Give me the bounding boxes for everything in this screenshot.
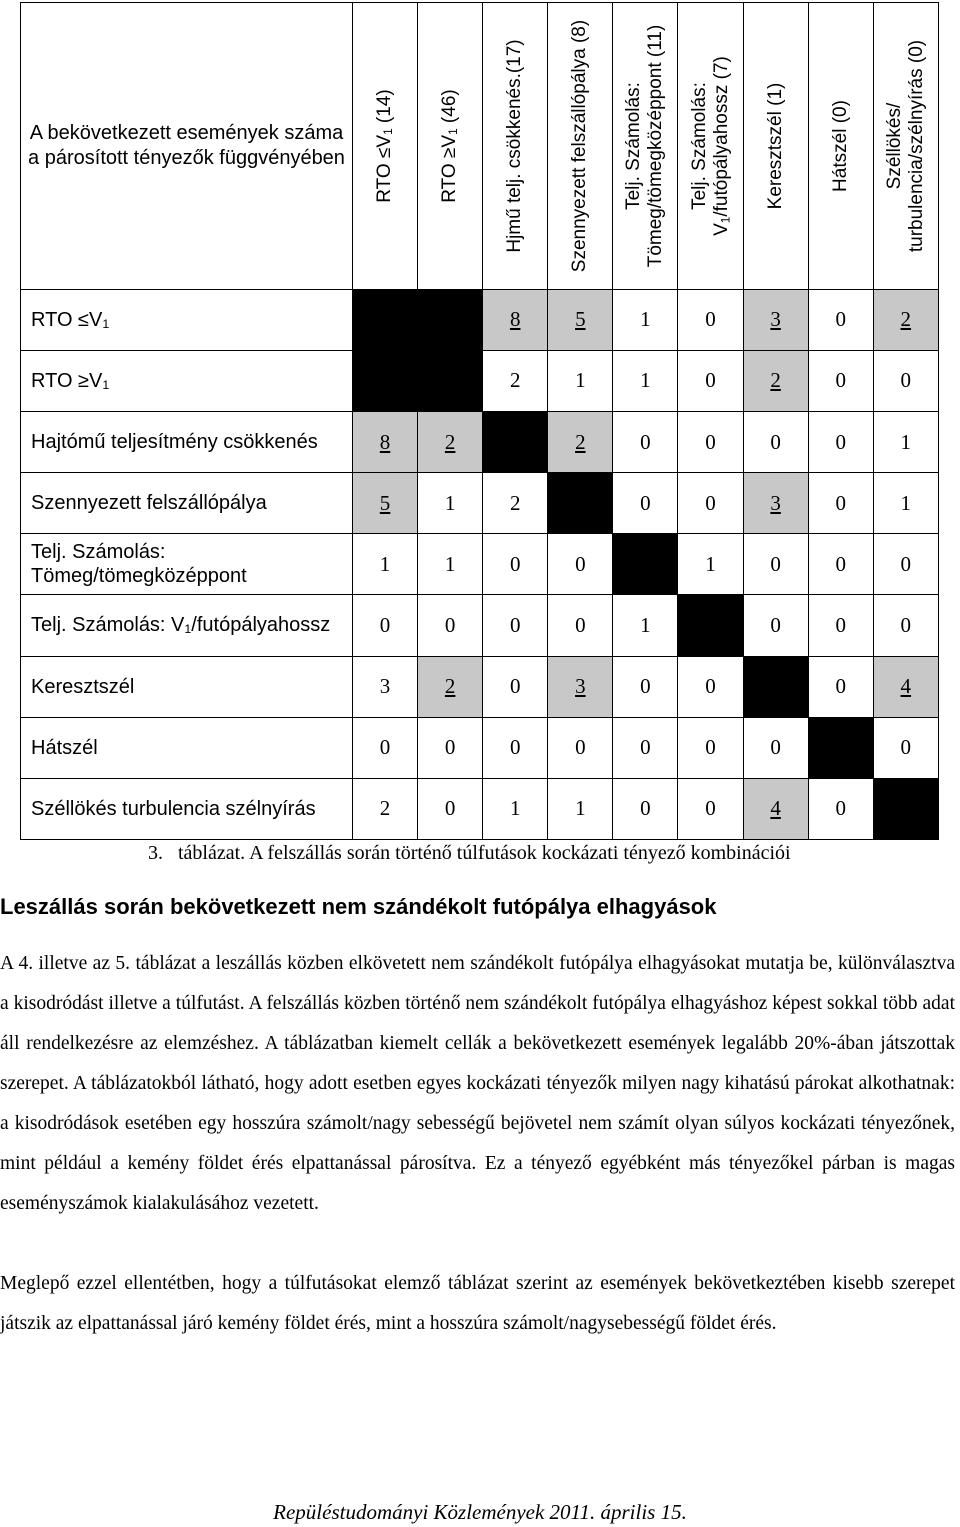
table-cell: 1 (548, 350, 613, 411)
table-cell: 0 (353, 717, 418, 778)
table-row (21, 350, 939, 411)
highlighted-cell: 2 (548, 411, 613, 472)
highlighted-cell: 5 (353, 473, 418, 534)
table-cell: 0 (613, 411, 678, 472)
row-label (21, 534, 353, 595)
label-subscript: 1 (102, 316, 110, 331)
column-header-text (624, 8, 668, 283)
label-text: Hjmű telj. csökkenés.(17) (504, 39, 526, 253)
table-cell: 0 (613, 656, 678, 717)
highlighted-cell: 5 (548, 289, 613, 350)
table-cell: 2 (483, 350, 548, 411)
table-cell: 0 (808, 350, 873, 411)
table-cell: 1 (613, 289, 678, 350)
highlighted-cell: 4 (743, 778, 808, 839)
table-cell: 0 (678, 289, 743, 350)
column-header (613, 3, 678, 290)
table-cell: 0 (548, 717, 613, 778)
column-header (743, 3, 808, 290)
diagonal-cell (418, 289, 483, 350)
table-row (21, 473, 939, 534)
column-header (483, 3, 548, 290)
label-subscript: 1 (718, 216, 732, 224)
paragraph-2: Meglepő ezzel ellentétben, hogy a túlfutásokat elemző táblázat szerint az események bekövetkeztében kisebb szerepet játszik az elpattanással járó kemény földet érés, mint a hosszúra számolt/nagysebességű földet érés. (0, 1273, 955, 1334)
column-header-text (374, 8, 396, 283)
label-text: RTO ≤V (31, 308, 103, 331)
column-header-text (569, 8, 591, 283)
label-text: Széllökés/ turbulencia/szélnyírás (0) (883, 39, 927, 252)
table-cell: 0 (483, 595, 548, 656)
label-text-suffix: /futópályahossz (191, 614, 331, 637)
diagonal-cell (353, 289, 418, 350)
label-text-suffix: /futópályahossz (7) (710, 55, 732, 217)
page-footer: Repüléstudományi Közlemények 2011. április 15. (273, 1500, 687, 1524)
table-cell: 0 (808, 595, 873, 656)
label-subscript: 1 (382, 128, 396, 135)
diagonal-cell (873, 778, 938, 839)
column-header (418, 3, 483, 290)
column-header-text (689, 8, 733, 283)
label-text-suffix: (46) (439, 89, 461, 129)
table-row (21, 656, 939, 717)
label-text: Telj. Számolás: V (688, 81, 732, 236)
label-text: Keresztszél (31, 675, 135, 698)
table-cell: 0 (548, 534, 613, 595)
table-cell: 0 (613, 473, 678, 534)
table-cell: 1 (353, 534, 418, 595)
diagonal-cell (548, 473, 613, 534)
table-cell: 1 (548, 778, 613, 839)
table-cell: 0 (873, 717, 938, 778)
label-text: Telj. Számolás: Tömeg/tömegközéppont (11) (623, 24, 667, 268)
table-cell: 2 (353, 778, 418, 839)
table-cell: 1 (873, 411, 938, 472)
column-header (548, 3, 613, 290)
label-text: Szennyezett felszállópálya (8) (569, 19, 591, 273)
table-cell: 0 (483, 656, 548, 717)
table-cell: 0 (678, 717, 743, 778)
table-cell: 1 (418, 473, 483, 534)
table-row (21, 289, 939, 350)
label-text: Keresztszél (1) (764, 82, 786, 210)
highlighted-cell: 3 (743, 289, 808, 350)
header-row (21, 3, 939, 290)
row-label (21, 778, 353, 839)
table-cell: 1 (483, 778, 548, 839)
row-label (21, 411, 353, 472)
column-header-text (884, 8, 928, 283)
highlighted-cell: 2 (873, 289, 938, 350)
highlighted-cell: 3 (548, 656, 613, 717)
label-text: Telj. Számolás: V (31, 614, 185, 637)
diagonal-cell (678, 595, 743, 656)
table-cell: 1 (613, 350, 678, 411)
table-cell: 0 (678, 411, 743, 472)
label-text: RTO ≤V (374, 134, 396, 203)
diagonal-cell (613, 534, 678, 595)
table-cell: 0 (418, 717, 483, 778)
highlighted-cell: 8 (353, 411, 418, 472)
label-text: Széllökés turbulencia szélnyírás (31, 797, 316, 820)
column-header (353, 3, 418, 290)
table-cell: 0 (678, 473, 743, 534)
highlighted-cell: 3 (743, 473, 808, 534)
table-cell: 0 (613, 717, 678, 778)
table-cell: 0 (743, 717, 808, 778)
column-header-text (439, 8, 461, 283)
corner-label: A bekövetkezett események száma a párosított tényezők függvényében (21, 3, 353, 290)
row-label (21, 717, 353, 778)
row-label (21, 473, 353, 534)
label-text: Hajtómű teljesítmény csökkenés (31, 431, 318, 454)
table-cell: 0 (613, 778, 678, 839)
table-cell: 0 (353, 595, 418, 656)
label-text: Szennyezett felszállópálya (31, 492, 267, 515)
table-cell: 0 (418, 595, 483, 656)
table-cell: 0 (808, 778, 873, 839)
diagonal-cell (483, 411, 548, 472)
table-row (21, 778, 939, 839)
table-row (21, 534, 939, 595)
column-header-text (504, 8, 526, 283)
diagonal-cell (353, 350, 418, 411)
table-cell: 0 (808, 473, 873, 534)
label-text: Hátszél (0) (829, 99, 851, 192)
column-header (808, 3, 873, 290)
table-cell: 0 (808, 656, 873, 717)
table-cell: 3 (353, 656, 418, 717)
table-cell: 0 (743, 595, 808, 656)
highlighted-cell: 2 (418, 411, 483, 472)
table-cell: 0 (873, 534, 938, 595)
table-cell: 0 (678, 656, 743, 717)
table-cell: 0 (873, 595, 938, 656)
column-header-text (765, 8, 787, 283)
table-cell: 0 (418, 778, 483, 839)
diagonal-cell (418, 350, 483, 411)
risk-factor-matrix (20, 2, 939, 840)
table-cell: 0 (873, 350, 938, 411)
diagonal-cell (743, 656, 808, 717)
row-label (21, 595, 353, 656)
table-cell: 0 (678, 778, 743, 839)
table-row (21, 595, 939, 656)
highlighted-cell: 4 (873, 656, 938, 717)
table-cell: 1 (678, 534, 743, 595)
label-subscript: 1 (447, 128, 461, 135)
row-label (21, 350, 353, 411)
diagonal-cell (808, 717, 873, 778)
label-text: RTO ≥V (31, 369, 103, 392)
table-caption: 3. táblázat. A felszállás során történő túlfutások kockázati tényező kombinációi (148, 842, 791, 864)
row-label (21, 289, 353, 350)
highlighted-cell: 2 (418, 656, 483, 717)
table-cell: 0 (548, 595, 613, 656)
row-label (21, 656, 353, 717)
table-row (21, 411, 939, 472)
label-text-suffix: (14) (374, 89, 396, 129)
table-cell: 0 (808, 289, 873, 350)
table-cell: 0 (483, 717, 548, 778)
label-text: RTO ≥V (439, 134, 461, 203)
table-cell: 2 (483, 473, 548, 534)
table-row (21, 717, 939, 778)
label-text: Telj. Számolás: Tömeg/tömegközéppont (31, 541, 247, 588)
table-cell: 0 (743, 411, 808, 472)
table-cell: 1 (873, 473, 938, 534)
label-subscript: 1 (102, 378, 110, 393)
label-text: Hátszél (31, 736, 98, 759)
highlighted-cell: 2 (743, 350, 808, 411)
table-cell: 0 (483, 534, 548, 595)
paragraph-1: A 4. illetve az 5. táblázat a leszállás közben elkövetett nem szándékolt futópálya elhagyásokat mutatja be, különválasztva a kisodródást illetve a túlfutást. A felszállás közben történő nem szándékolt futópálya elhagyáshoz képest sokkal több adat áll rendelkezésre az elemzéshez. A táblázatban kiemelt cellák a bekövetkezett események legalább 20%-ában játszottak szerepet. A táblázatokból látható, hogy adott esetben egyes kockázati tényezők milyen nagy kihatású párokat alkothatnak: a kisodródások esetében egy hosszúra számolt/nagy sebességű bejövetel nem számít olyan súlyos kockázati tényezőnek, mint például a kemény földet érés elpattanással párosítva. Ez a tényező egyébként más tényezőkel párban is magas eseményszámok kialakulásához vezetett. (0, 953, 955, 1214)
label-subscript: 1 (184, 622, 192, 637)
table-cell: 0 (678, 350, 743, 411)
column-header (873, 3, 938, 290)
table-cell: 0 (808, 534, 873, 595)
table-cell: 0 (743, 534, 808, 595)
table-cell: 0 (808, 411, 873, 472)
table-cell: 1 (418, 534, 483, 595)
column-header (678, 3, 743, 290)
column-header-text (830, 8, 852, 283)
table-cell: 1 (613, 595, 678, 656)
highlighted-cell: 8 (483, 289, 548, 350)
section-heading: Leszállás során bekövetkezett nem szándékolt futópálya elhagyások (0, 894, 717, 919)
